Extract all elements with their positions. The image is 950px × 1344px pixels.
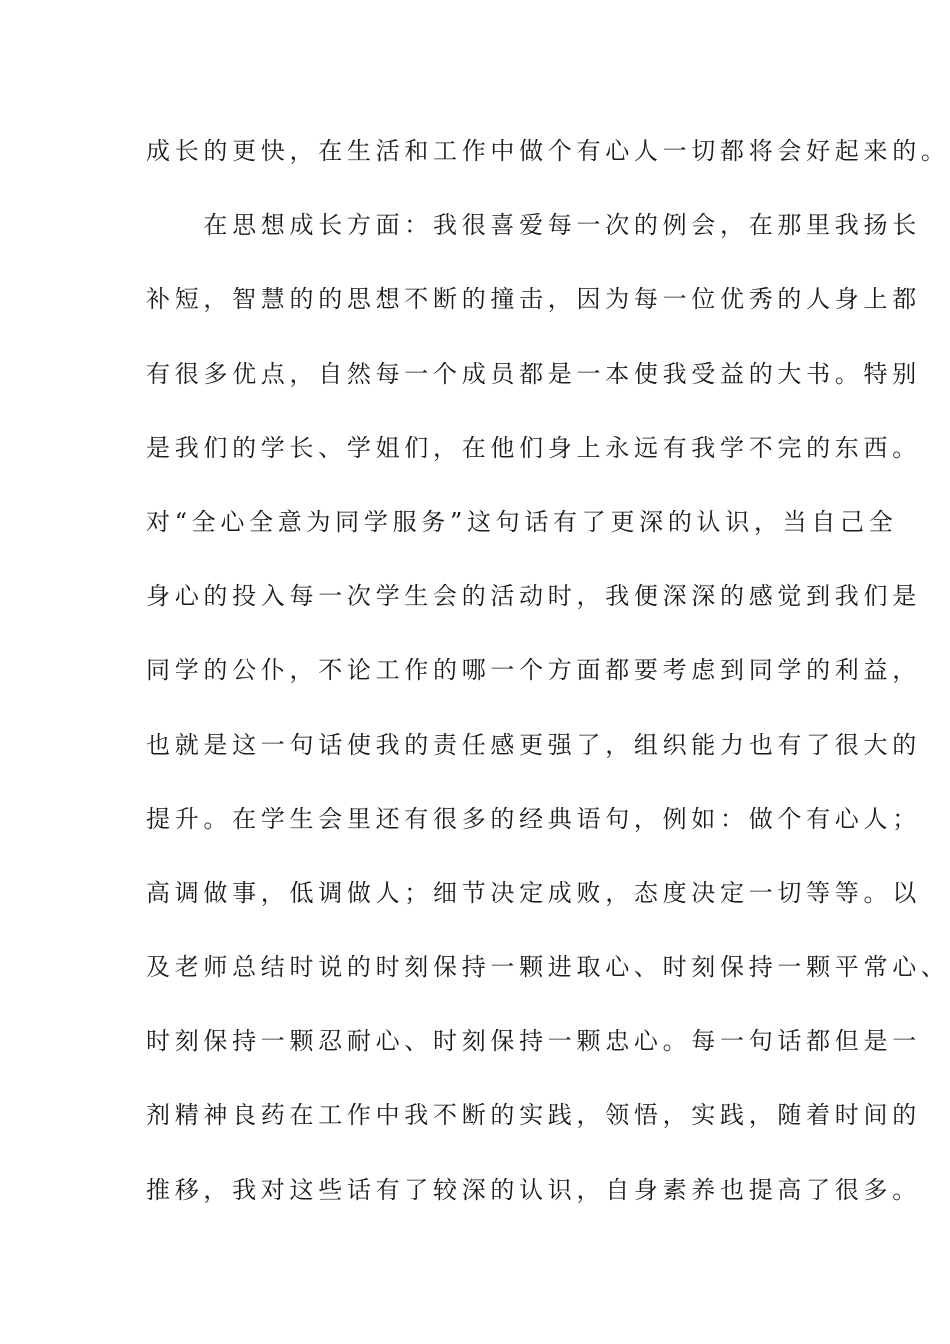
text-line: 时刻保持一颗忍耐心、时刻保持一颗忠心。每一句话都但是一 <box>146 1027 921 1056</box>
text-line: 剂精神良药在工作中我不断的实践，领悟，实践，随着时间的 <box>146 1101 921 1130</box>
text-line: 成长的更快，在生活和工作中做个有心人一切都将会好起来的。 <box>146 137 950 165</box>
text-line: 提升。在学生会里还有很多的经典语句，例如：做个有心人； <box>146 804 921 833</box>
body-text <box>146 129 950 1242</box>
text-line: 是我们的学长、学姐们，在他们身上永远有我学不完的东西。 <box>146 433 921 462</box>
text-line: 补短，智慧的的思想不断的撞击，因为每一位优秀的人身上都 <box>146 285 921 314</box>
text-line: 高调做事，低调做人；细节决定成败，态度决定一切等等。以 <box>146 878 921 907</box>
text-line: 推移，我对这些话有了较深的认识，自身素养也提高了很多。 <box>146 1175 921 1204</box>
text-line: 对“全心全意为同学服务”这句话有了更深的认识，当自己全 <box>146 507 898 536</box>
text-line: 也就是这一句话使我的责任感更强了，组织能力也有了很大的 <box>146 730 921 759</box>
text-line: 及老师总结时说的时刻保持一颗进取心、时刻保持一颗平常心、 <box>146 953 950 982</box>
text-line: 身心的投入每一次学生会的活动时，我便深深的感觉到我们是 <box>146 582 921 611</box>
text-line: 有很多优点，自然每一个成员都是一本使我受益的大书。特别 <box>146 359 921 388</box>
text-line: 在思想成长方面：我很喜爱每一次的例会，在那里我扬长 <box>146 211 921 240</box>
text-line: 同学的公仆，不论工作的哪一个方面都要考虑到同学的利益， <box>146 656 921 685</box>
